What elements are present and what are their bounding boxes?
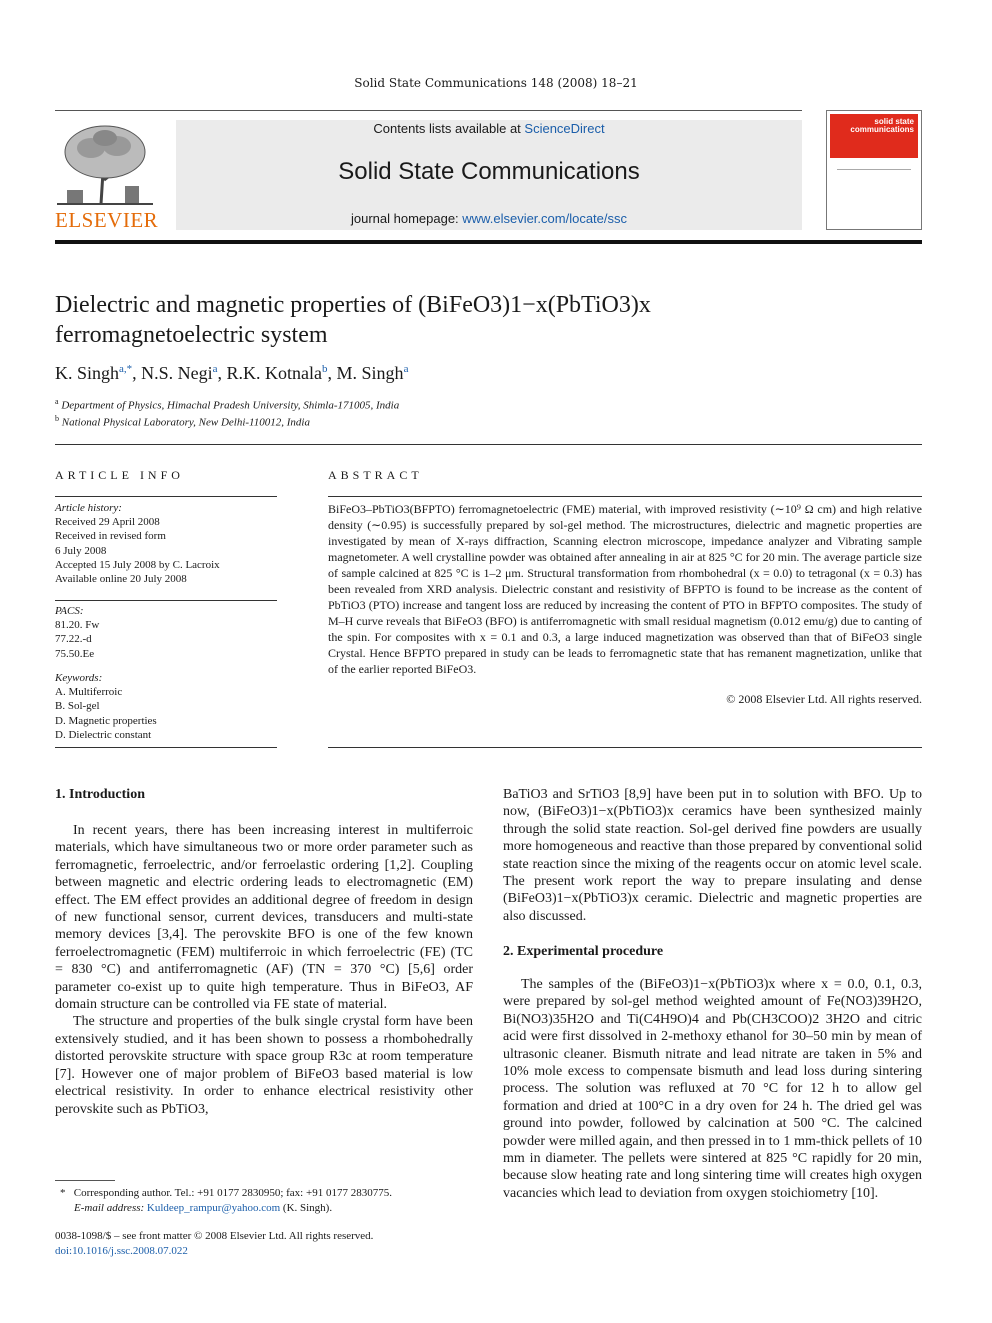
section-2-heading: 2. Experimental procedure bbox=[503, 944, 664, 959]
intro-column bbox=[55, 822, 473, 1118]
sciencedirect-link[interactable]: ScienceDirect bbox=[524, 121, 605, 136]
homepage-prefix: journal homepage: bbox=[350, 211, 463, 226]
pacs-list bbox=[55, 604, 277, 661]
intro-paragraph-1: In recent years, there has been increasing interest in multiferroic materials, which have simultaneous two or more order parameter such as ferromagnetic, ferroelectric, and/or ferroelastic ordering [1,2]. Coupling between magnetic and electric ordering leads to electromagnetic (EM) effect. The EM effect provides an additional degree of freedom in design of new functional sensor, current devices, transducers and multi-state memory devices [3,4]. The perovskite BFO is one of the few known ferroelectromagnetic (FEM) multiferroic in which ferroelectric (FE) (TC = 830 °C) and antiferromagnetic (AF) (TN = 370 °C) [5,6] order parameter co-exist up to quite high temperature. Thus in BiFeO3, AF domain structure can be controlled via FE state of material. bbox=[55, 823, 473, 1013]
journal-title: Solid State Communications bbox=[338, 158, 640, 185]
history-label: Article history: bbox=[55, 502, 122, 514]
pacs-item: 77.22.-d bbox=[55, 633, 92, 646]
publication-info bbox=[55, 1229, 473, 1259]
author-affil-mark[interactable]: a bbox=[212, 363, 218, 375]
cover-divider bbox=[837, 169, 911, 170]
article-info-heading: ARTICLE INFO bbox=[55, 468, 184, 482]
email-link[interactable]: Kuldeep_rampur@yahoo.com bbox=[146, 1202, 281, 1214]
section-1-heading: 1. Introduction bbox=[55, 787, 145, 802]
header-rule bbox=[55, 110, 802, 111]
footnote-mark: * bbox=[60, 1187, 66, 1199]
experimental-column bbox=[503, 976, 922, 1202]
affiliation-text: National Physical Laboratory, New Delhi-110012, India bbox=[61, 416, 310, 429]
history-item: Received in revised form bbox=[55, 530, 166, 543]
affiliation bbox=[55, 397, 399, 412]
article-info-rule bbox=[55, 496, 277, 497]
author-list: K. Singh$^{a,*}$, N.S. Negi$^a$, R.K. Kotnala$^b$, M. Singh$^a$ bbox=[55, 363, 409, 383]
keyword-item: D. Magnetic properties bbox=[55, 714, 157, 727]
abstract-end-rule bbox=[328, 747, 922, 748]
author-affil-mark[interactable]: b bbox=[322, 363, 328, 375]
pacs-label: PACS: bbox=[55, 605, 84, 617]
affiliation bbox=[55, 414, 310, 429]
contents-line bbox=[176, 121, 802, 136]
article-history bbox=[55, 501, 277, 586]
history-item: Received 29 April 2008 bbox=[55, 516, 160, 529]
title-block-rule bbox=[55, 444, 922, 445]
experimental-paragraph-1: The samples of the (BiFeO3)1−x(PbTiO3)x where x = 0.0, 0.1, 0.3, were prepared by sol-gel method weighted amount of Fe(NO3)39H2O, Bi(NO3)35H2O and Ti(C4H9O)4 and Pb(CH3COO)2 3H2O and citric acid were first dissolved in 2-methoxy ethanol for 30–50 min by mean of ultrasonic cleaner. Bismuth nitrate and lead nitrate are taken in 5% and 10% mole excess to compensate bismuth and lead loss during sintering process. The solution was refluxed at 70 °C for 12 h to allow gel formation and dried at 100°C in a dry oven for 24 h. The dried gel was ground into powder, followed by calcination at 500 °C. The calcined powder were milled again, and then pressed in to 1 mm-thick pellets of 10 mm in diameter. The pellets were sintered at 825 °C rapidly for 20 min, because slow heating rate and long sintering time will creates high oxygen vacancies which lead to deviation from oxygen stoichiometry [10]. bbox=[503, 977, 922, 1201]
article-info-end-rule bbox=[55, 747, 277, 748]
keyword-item: A. Multiferroic bbox=[55, 686, 123, 699]
affiliation-text: Department of Physics, Himachal Pradesh University, Shimla-171005, India bbox=[61, 399, 400, 412]
author-name[interactable]: M. Singh bbox=[336, 363, 404, 383]
keyword-list bbox=[55, 671, 277, 742]
history-item: 6 July 2008 bbox=[55, 544, 107, 557]
keyword-item: B. Sol-gel bbox=[55, 700, 100, 713]
history-item: Accepted 15 July 2008 by C. Lacroix bbox=[55, 558, 220, 571]
intro-paragraph-3: BaTiO3 and SrTiO3 [8,9] have been put in to solution with BFO. Up to now, (BiFeO3)1−x(PbTiO3)x ceramics have been synthesized mainly through the solid state reaction. Sol-gel derived fine powders are usually more homogeneous and reactive than those prepared by conventional solid state reaction since the mixing of the reagents occur on atomic level scale. The present work report the way to prepare insulating and dense (BiFeO3)1−x(PbTiO3)x ceramic. Dielectric and magnetic properties are also discussed. bbox=[503, 787, 922, 924]
corresponding-footnote bbox=[60, 1186, 473, 1216]
author-affil-mark[interactable]: a bbox=[403, 363, 409, 375]
journal-homepage bbox=[176, 211, 802, 226]
article-title-line-2: ferromagnetoelectric system bbox=[55, 322, 328, 348]
affiliation-mark: a bbox=[55, 397, 59, 406]
abstract-text: BiFeO3–PbTiO3(BFPTO) ferromagnetoelectric (FME) material, with improved resistivity (∼10⁹ Ω cm) and high relative density (∼0.95) is successfully prepared by sol-gel method. The microstructures, dielectric and magnetic properties are investigated by mean of X-rays diffraction, Scanning electron microscope, impedance analyzer and Vibrating sample magnetometer. A well crystalline powder was obtained after annealing in air at 825 °C for 20 min. The average particle size of sample calcined at 825 °C is 1–2 μm. Structural transformation from rhombohedral (x = 0.0) to tetragonal (x = 0.3) has been revealed from XRD analysis. Dielectric constant and resistivity of BFPTO is found to be increase as the content of PbTiO3 (PTO) increase and tangent loss are reduced by increasing the content of PTO in BFPTO composites. The study of M–H curve reveals that BiFeO3 (BFO) is antiferromagnetic with small residual magnetism (0.012 emu/g) due to canting of the spin. For composites with x = 0.1 and 0.3, a large induced magnetization was observed than that of BiFeO3 single Crystal. Hence BFPTO prepared in study can be leads to ferromagnetic state that has remanent magnetization, unlike that of the earlier reported BiFeO3. bbox=[328, 502, 922, 676]
keywords-label: Keywords: bbox=[55, 672, 103, 684]
doi-link[interactable]: doi:10.1016/j.ssc.2008.07.022 bbox=[55, 1245, 188, 1257]
article-title bbox=[55, 290, 922, 350]
email-suffix: (K. Singh). bbox=[280, 1202, 333, 1214]
intro-paragraph-2: The structure and properties of the bulk single crystal form have been extensively studied, and it has been shown to possess a rhombohedrally distorted perovskite structure with space group R3c at room temperature [7]. However one of major problem of BiFeO3 based material is low electrical resistivity. In order to enhance electrical resistivity other perovskite such as PbTiO3, bbox=[55, 1014, 473, 1117]
cover-title: solid state communications bbox=[830, 114, 918, 158]
contents-prefix: Contents lists available at bbox=[373, 121, 525, 136]
right-column-top bbox=[503, 786, 922, 925]
homepage-link[interactable]: www.elsevier.com/locate/ssc bbox=[462, 211, 628, 226]
running-head: Solid State Communications 148 (2008) 18–21 bbox=[354, 76, 638, 90]
tree-icon bbox=[55, 120, 155, 208]
issn-line: 0038-1098/$ – see front matter © 2008 Elsevier Ltd. All rights reserved. bbox=[55, 1230, 374, 1242]
footnote-rule bbox=[55, 1180, 115, 1181]
author-name[interactable]: N.S. Negi bbox=[141, 363, 213, 383]
keyword-item: D. Dielectric constant bbox=[55, 728, 152, 741]
history-rule bbox=[55, 600, 277, 601]
abstract-copyright: © 2008 Elsevier Ltd. All rights reserved. bbox=[726, 692, 922, 706]
header-thick-rule bbox=[55, 240, 922, 244]
corresponding-text: Corresponding author. Tel.: +91 0177 2830950; fax: +91 0177 2830775. bbox=[73, 1187, 392, 1199]
author-affil-mark[interactable]: a,* bbox=[119, 363, 133, 375]
affiliation-mark: b bbox=[55, 414, 59, 423]
pacs-item: 81.20. Fw bbox=[55, 619, 100, 632]
author-name[interactable]: R.K. Kotnala bbox=[226, 363, 323, 383]
history-item: Available online 20 July 2008 bbox=[55, 573, 187, 586]
article-title-line-1: Dielectric and magnetic properties of (BiFeO3)1−x(PbTiO3)x bbox=[55, 292, 651, 318]
abstract-rule bbox=[328, 496, 922, 497]
email-label: E-mail address: bbox=[74, 1202, 147, 1214]
journal-cover-thumbnail[interactable] bbox=[826, 110, 922, 230]
elsevier-wordmark[interactable]: ELSEVIER bbox=[55, 208, 159, 232]
author-name[interactable]: K. Singh bbox=[55, 363, 120, 383]
abstract-heading: ABSTRACT bbox=[328, 468, 423, 482]
pacs-item: 75.50.Ee bbox=[55, 647, 95, 660]
